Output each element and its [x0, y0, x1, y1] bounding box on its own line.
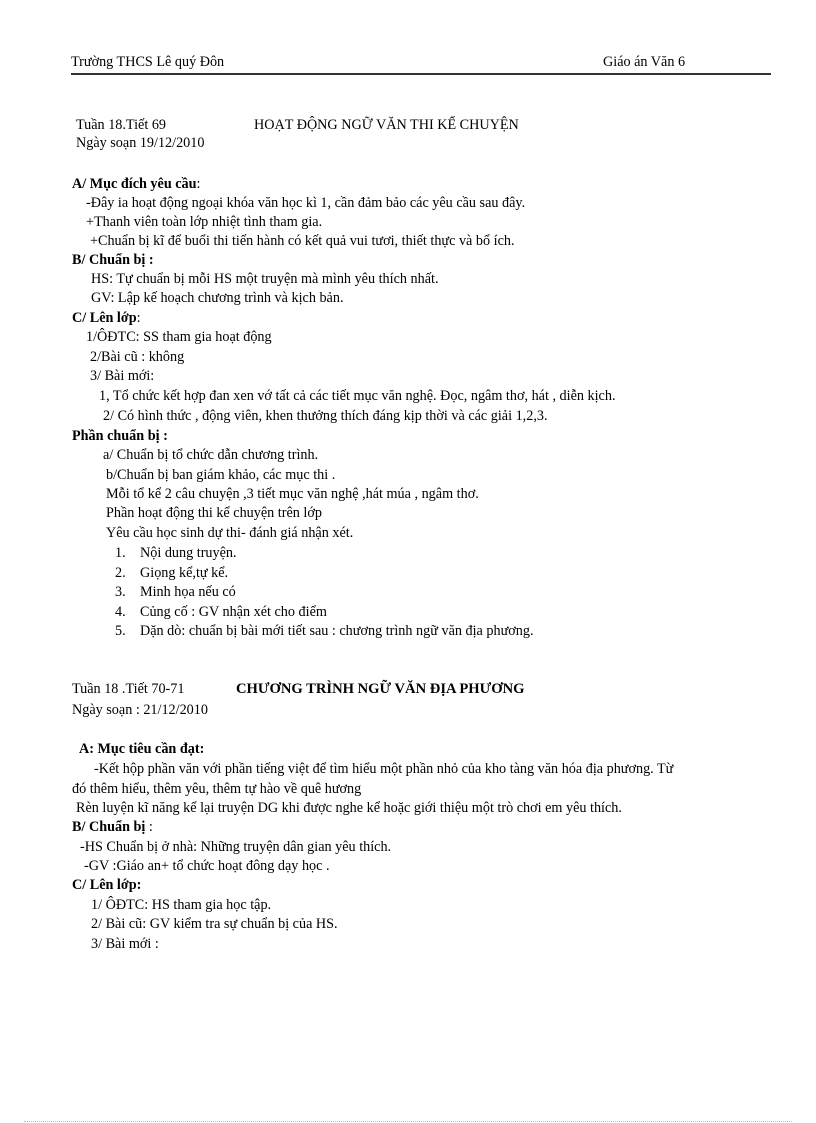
text-line: 2/Bài cũ : không — [90, 349, 185, 365]
text-line: a/ Chuẩn bị tổ chức dẫn chương trình. — [103, 447, 319, 463]
lesson2-week-period: Tuần 18 .Tiết 70-71 — [72, 681, 185, 697]
text-line: 2/ Có hình thức , động viên, khen thưởng thích đáng kịp thời và các giải 1,2,3. — [103, 408, 548, 424]
lesson1-section-c-heading: C/ Lên lớp: — [72, 310, 141, 326]
text-line: -Đây ia hoạt động ngoại khóa văn học kì 1, cần đảm bảo các yêu cầu sau đây. — [86, 195, 526, 211]
text-line: 1/ ÔĐTC: HS tham gia học tập. — [91, 897, 272, 913]
text-line: -Kết hộp phần văn với phần tiếng việt để tìm hiểu một phần nhỏ của kho tàng văn hóa địa phương. Từ — [94, 761, 674, 777]
text-line: -GV :Giáo an+ tổ chức hoạt đông dạy học . — [84, 858, 330, 874]
lesson1-section-b-heading: B/ Chuẩn bị : — [72, 252, 154, 268]
lesson1-section-a-heading: A/ Mục đích yêu cầu: — [72, 176, 201, 192]
lesson1-title: HOẠT ĐỘNG NGỮ VĂN THI KỂ CHUYỆN — [254, 117, 519, 133]
lesson1-week-period: Tuần 18.Tiết 69 — [76, 117, 167, 133]
school-name: Trường THCS Lê quý Đôn — [71, 54, 225, 70]
list-item-number: 1. — [115, 545, 126, 561]
lesson1-date: Ngày soạn 19/12/2010 — [76, 135, 205, 151]
text-line: 3/ Bài mới : — [91, 936, 159, 952]
text-line: Phần hoạt động thi kể chuyện trên lớp — [106, 505, 322, 521]
list-item-number: 3. — [115, 584, 126, 600]
list-item: Minh họa nếu có — [140, 584, 236, 600]
text-line: b/Chuẩn bị ban giám khảo, các mục thi . — [106, 467, 336, 483]
text-line: Yêu cầu học sinh dự thi- đánh giá nhận xét. — [106, 525, 354, 541]
text-line: 2/ Bài cũ: GV kiểm tra sự chuẩn bị của HS. — [91, 916, 338, 932]
list-item: Giọng kể,tự kể. — [140, 565, 229, 581]
lesson2-section-c-heading: C/ Lên lớp: — [72, 877, 142, 893]
text-line: HS: Tự chuẩn bị mỗi HS một truyện mà mình yêu thích nhất. — [91, 271, 439, 287]
subject-name: Giáo án Văn 6 — [603, 54, 686, 70]
text-line: đó thêm hiểu, thêm yêu, thêm tự hào về quê hương — [72, 781, 362, 797]
page-bottom-border — [24, 1121, 792, 1122]
list-item: Dặn dò: chuẩn bị bài mới tiết sau : chương trình ngữ văn địa phương. — [140, 623, 534, 639]
text-line: Rèn luyện kĩ năng kể lại truyện DG khi được nghe kể hoặc giới thiệu một trò chơi em yêu thích. — [76, 800, 622, 816]
text-line: 3/ Bài mới: — [90, 368, 155, 384]
list-item-number: 5. — [115, 623, 126, 639]
text-line: 1/ÔĐTC: SS tham gia hoạt động — [86, 329, 272, 345]
list-item: Củng cố : GV nhận xét cho điểm — [140, 604, 327, 620]
lesson2-section-b-heading: B/ Chuẩn bị : — [72, 819, 153, 835]
text-line: -HS Chuẩn bị ở nhà: Những truyện dân gian yêu thích. — [80, 839, 392, 855]
text-line: Mỗi tổ kể 2 câu chuyện ,3 tiết mục văn nghệ ,hát múa , ngâm thơ. — [106, 486, 479, 502]
text-line: +Chuẩn bị kĩ để buổi thi tiến hành có kết quả vui tươi, thiết thực và bổ ích. — [90, 233, 515, 249]
list-item-number: 2. — [115, 565, 126, 581]
page-header — [71, 53, 771, 75]
lesson1-prep-heading: Phần chuẩn bị : — [72, 428, 168, 444]
lesson2-title: CHƯƠNG TRÌNH NGỮ VĂN ĐỊA PHƯƠNG — [236, 681, 525, 697]
lesson2-section-a-heading: A: Mục tiêu cần đạt: — [79, 741, 205, 757]
text-line: 1, Tổ chức kết hợp đan xen vớ tất cả các tiết mục văn nghệ. Đọc, ngâm thơ, hát , diễn kịch. — [99, 388, 616, 404]
text-line: +Thanh viên toàn lớp nhiệt tình tham gia. — [86, 214, 323, 230]
list-item-number: 4. — [115, 604, 126, 620]
list-item: Nội dung truyện. — [140, 545, 237, 561]
text-line: GV: Lập kế hoạch chương trình và kịch bản. — [91, 290, 344, 306]
lesson2-date: Ngày soạn : 21/12/2010 — [72, 702, 208, 718]
